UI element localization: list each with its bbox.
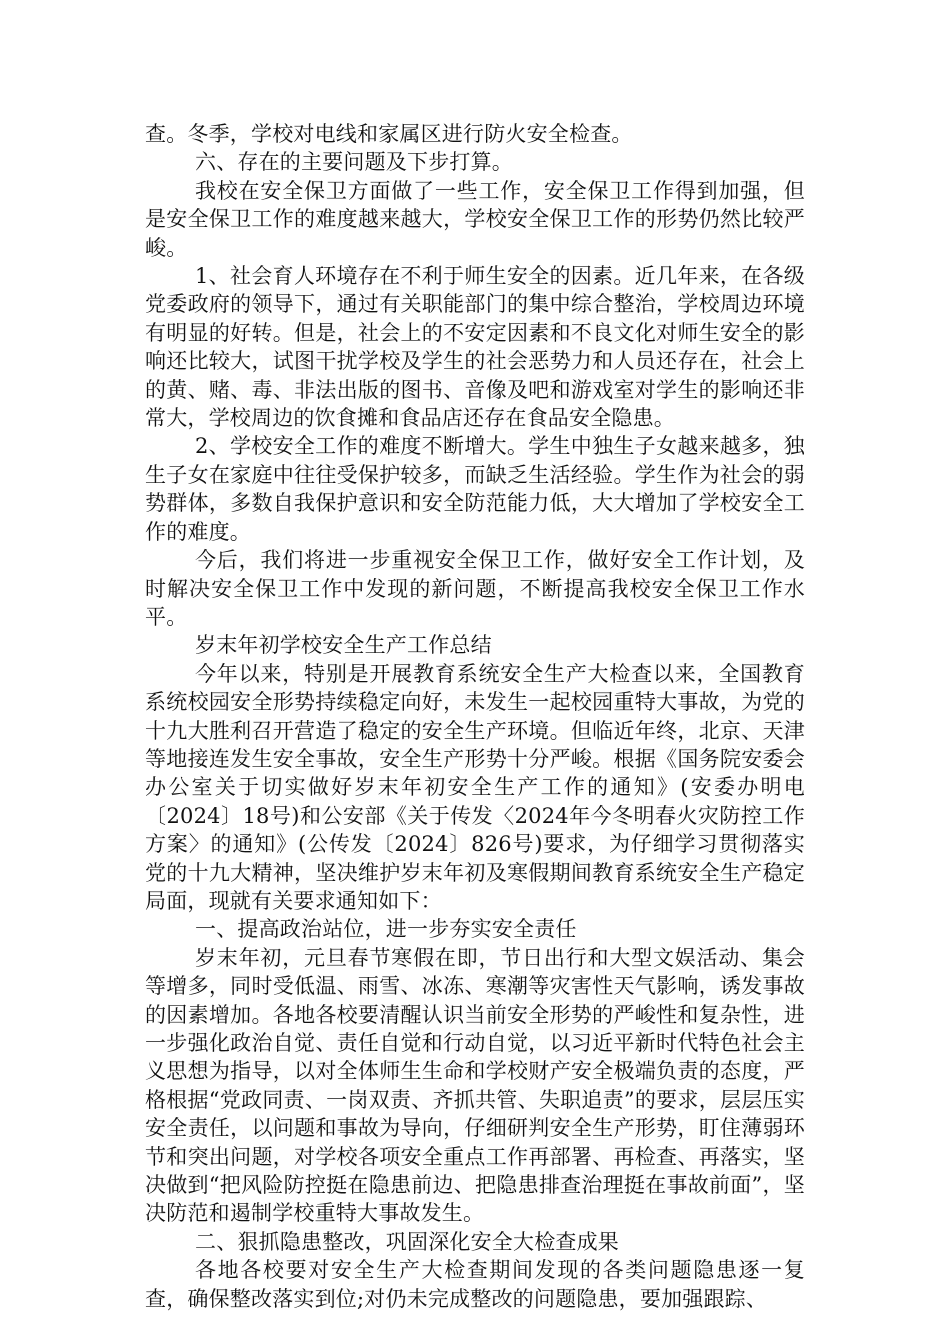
paragraph-12: 各地各校要对安全生产大检查期间发现的各类问题隐患逐一复查，确保整改落实到位;对仍未完成整改的问题隐患，要加强跟踪、: [145, 1258, 805, 1311]
paragraph-1: 查。冬季，学校对电线和家属区进行防火安全检查。: [145, 122, 633, 146]
section-heading-2: 二、狠抓隐患整改，巩固深化安全大检查成果: [195, 1229, 619, 1254]
paragraph-5: 2、学校安全工作的难度不断增大。学生中独生子女越来越多，独生子女在家庭中往往受保护较多，而缺乏生活经验。学生作为社会的弱势群体，多数自我保护意识和安全防范能力低，大大增加了学校安全工作的难度。: [145, 434, 805, 544]
section-heading-6: 六、存在的主要问题及下步打算。: [195, 150, 513, 175]
paragraph-8: 今年以来，特别是开展教育系统安全生产大检查以来，全国教育系统校园安全形势持续稳定向好，未发生一起校园重特大事故，为党的十九大胜利召开营造了稳定的安全生产环境。但临近年终，北京、天津等地接连发生安全事故，安全生产形势十分严峻。根据《国务院安委会办公室关于切实做好岁末年初安全生产工作的通知》(安委办明电〔2024〕18号)和公安部《关于传发〈2024年今冬明春火灾防控工作方案〉的通知》(公传发〔2024〕826号)要求，为仔细学习贯彻落实党的十九大精神，坚决维护岁末年初及寒假期间教育系统安全生产稳定局面，现就有关要求通知如下：: [145, 661, 805, 913]
section-heading-1: 一、提高政治站位，进一步夯实安全责任: [195, 917, 577, 942]
paragraph-3: 我校在安全保卫方面做了一些工作，安全保卫工作得到加强，但是安全保卫工作的难度越来越大，学校安全保卫工作的形势仍然比较严峻。: [145, 178, 805, 260]
document-page: [145, 120, 805, 1313]
paragraph-10: 岁末年初，元旦春节寒假在即，节日出行和大型文娱活动、集会等增多，同时受低温、雨雪、冰冻、寒潮等灾害性天气影响，诱发事故的因素增加。各地各校要清醒认识当前安全形势的严峻性和复杂性，进一步强化政治自觉、责任自觉和行动自觉，以习近平新时代特色社会主义思想为指导，以对全体师生生命和学校财产安全极端负责的态度，严格根据“党政同责、一岗双责、齐抓共管、失职追责”的要求，层层压实安全责任，以问题和事故为导向，仔细研判安全生产形势，盯住薄弱环节和突出问题，对学校各项安全重点工作再部署、再检查、再落实，坚决做到“把风险防控挺在隐患前边、把隐患排查治理挺在事故前面”，坚决防范和遏制学校重特大事故发生。: [145, 945, 805, 1226]
paragraph-6: 今后，我们将进一步重视安全保卫工作，做好安全工作计划，及时解决安全保卫工作中发现的新问题，不断提高我校安全保卫工作水平。: [145, 548, 805, 629]
document-title: 岁末年初学校安全生产工作总结: [195, 633, 492, 658]
paragraph-4: 1、社会育人环境存在不利于师生安全的因素。近几年来，在各级党委政府的领导下，通过有关职能部门的集中综合整治，学校周边环境有明显的好转。但是，社会上的不安定因素和不良文化对师生安全的影响还比较大，试图干扰学校及学生的社会恶势力和人员还存在，社会上的黄、赌、毒、非法出版的图书、音像及吧和游戏室对学生的影响还非常大，学校周边的饮食摊和食品店还存在食品安全隐患。: [145, 264, 805, 431]
